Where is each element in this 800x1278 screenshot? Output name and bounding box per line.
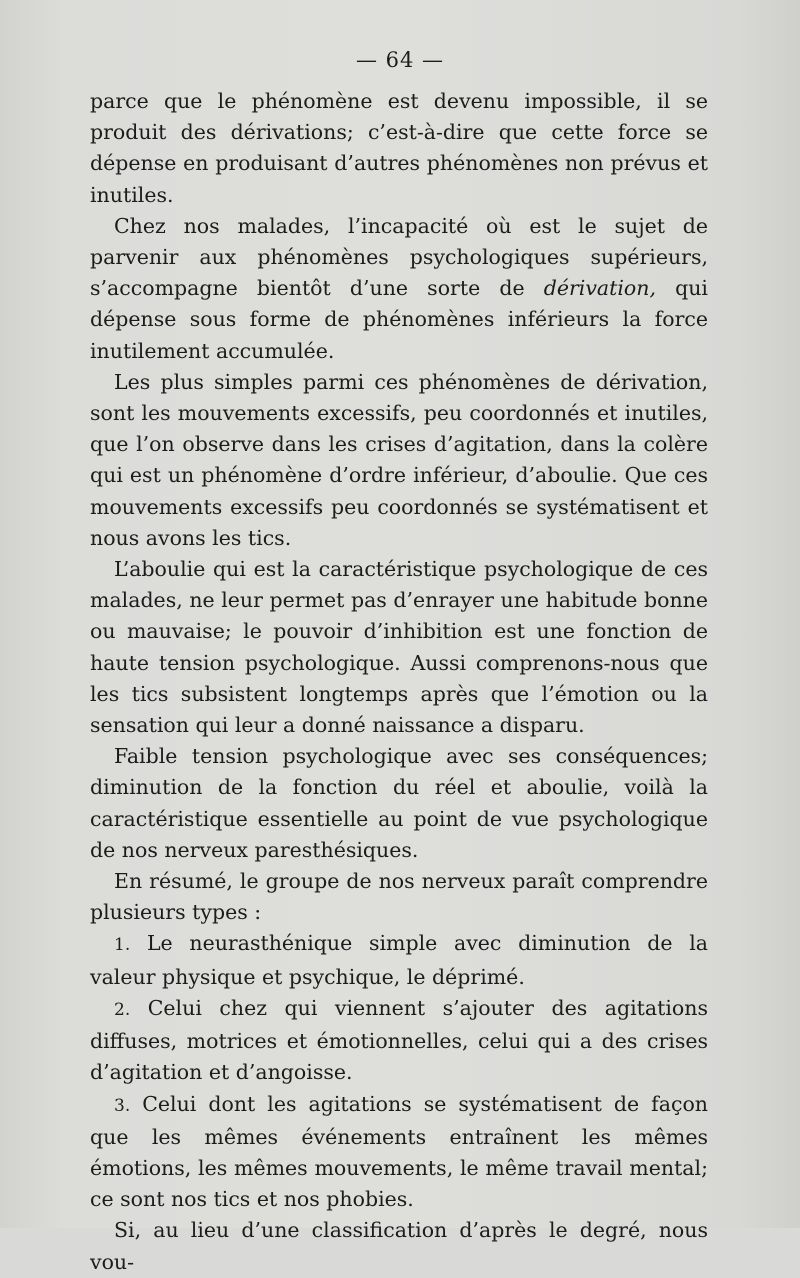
paragraph-derivation-text-start: Chez nos malades, l’incapacité où est le sujet de parvenir aux phénomènes psychologiques supérieurs, s’accompagne bientôt d’une sorte de xyxy=(90,213,708,301)
list-item-number: 2. xyxy=(114,999,131,1020)
paragraph-derivation xyxy=(90,211,708,367)
page-number: — 64 — xyxy=(355,48,445,72)
emphasis-derivation: dérivation, xyxy=(543,276,656,301)
paragraph-tics: Les plus simples parmi ces phénomènes de dérivation, sont les mouvements excessifs, peu coordonnés et inutiles, que l’on observe dans les crises d’agitation, dans la colère qui est un phénomène d’ordre inférieur, d’aboulie. Que ces mouvements excessifs peu coordonnés se systématisent et nous avons les tics. xyxy=(90,369,708,550)
body-text xyxy=(90,86,708,1278)
list-item-number: 3. xyxy=(114,1095,131,1116)
paragraph-faible-tension: Faible tension psychologique avec ses conséquences; diminution de la fonction du réel et aboulie, voilà la caractéristique essentielle au point de vue psychologique de nos nerveux paresthésiques. xyxy=(90,744,708,862)
list-item-number: 1. xyxy=(114,935,131,956)
list-item-text: Celui dont les agitations se systématisent de façon que les mêmes événements entraînent les mêmes émotions, les mêmes mouvements, le même travail mental; ce sont nos tics et nos phobies. xyxy=(90,1091,708,1212)
paragraph-closing: Si, au lieu d’une classification d’après le degré, nous vou- xyxy=(90,1218,708,1274)
paragraph-aboulie: L’aboulie qui est la caractéristique psychologique de ces malades, ne leur permet pas d’enrayer une habitude bonne ou mauvaise; le pouvoir d’inhibition est une fonction de haute tension psychologique. Aussi comprenons-nous que les tics subsistent longtemps après que l’émotion ou la sensation qui leur a donné naissance a disparu. xyxy=(90,557,708,738)
paragraph-derivation-text-end: qui dépense sous forme de phénomènes inférieurs la force inutilement accumulée. xyxy=(90,276,708,363)
list-item-text: Le neurasthénique simple avec diminution de la valeur physique et psychique, le déprimé. xyxy=(90,931,708,989)
list-item-type-3 xyxy=(90,1089,708,1216)
list-item-type-2 xyxy=(90,993,708,1089)
list-item-type-1 xyxy=(90,928,708,992)
list-item-text: Celui chez qui viennent s’ajouter des agitations diffuses, motrices et émotionnelles, celui qui a des crises d’agitation et d’angoisse. xyxy=(90,995,708,1085)
paragraph-resume: En résumé, le groupe de nos nerveux paraît comprendre plusieurs types : xyxy=(90,869,708,925)
paragraph-continuation: parce que le phénomène est devenu impossible, il se produit des dérivations; c’est-à-dire que cette force se dépense en produisant d’autres phénomènes non prévus et inutiles. xyxy=(90,89,708,207)
